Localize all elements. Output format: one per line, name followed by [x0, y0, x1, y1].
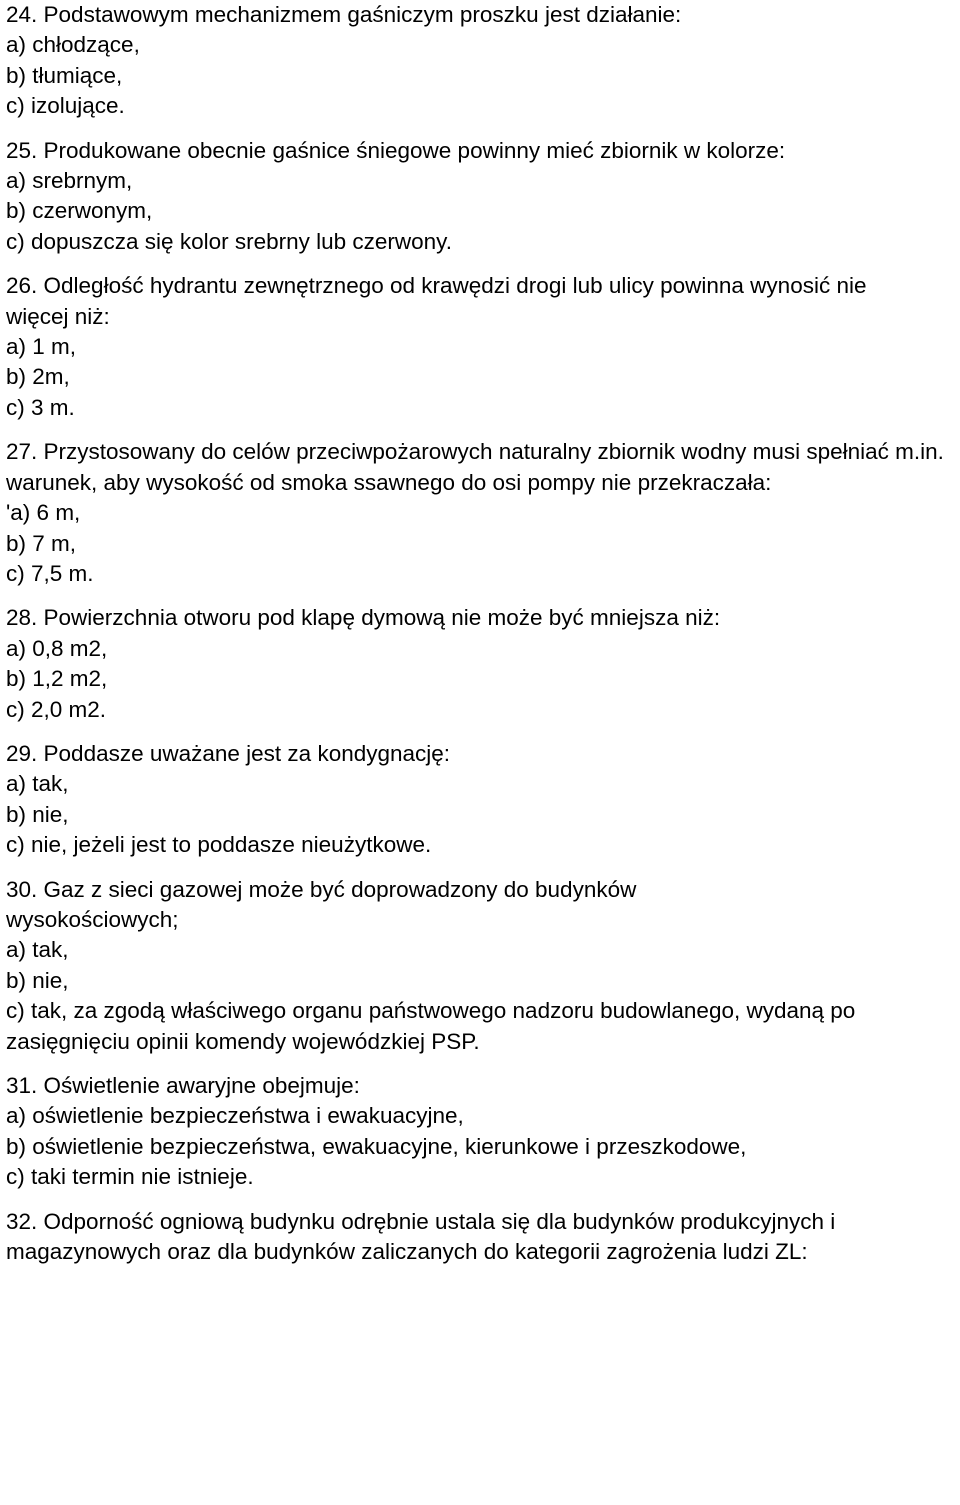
answer-option-b: b) nie, — [6, 967, 69, 993]
question-text: 28. Powierzchnia otworu pod klapę dymową nie może być mniejsza niż: — [6, 605, 721, 631]
question-text: 27. Przystosowany do celów przeciwpożarowych naturalny zbiornik wodny musi spełniać m.in. warunek, aby wysokość od smoka ssawnego do osi pompy nie przekraczała: — [6, 439, 944, 495]
answer-option-a: a) tak, — [6, 771, 69, 797]
answer-option-b: b) 7 m, — [6, 530, 77, 556]
answer-option-a: a) tak, — [6, 937, 69, 963]
question-30 — [6, 875, 956, 1057]
question-29 — [6, 739, 956, 861]
answer-option-b: b) oświetlenie bezpieczeństwa, ewakuacyjne, kierunkowe i przeszkodowe, — [6, 1133, 747, 1159]
question-text: 24. Podstawowym mechanizmem gaśniczym proszku jest działanie: — [6, 2, 682, 27]
question-text: 25. Produkowane obecnie gaśnice śniegowe powinny mieć zbiornik w kolorze: — [6, 137, 786, 163]
question-text: 26. Odległość hydrantu zewnętrznego od krawędzi drogi lub ulicy powinna wynosić nie więcej niż: — [6, 273, 867, 329]
answer-option-c: c) 2,0 m2. — [6, 696, 107, 722]
question-text: 32. Odporność ogniową budynku odrębnie ustala się dla budynków produkcyjnych i magazynowych oraz dla budynków zaliczanych do kategorii zagrożenia ludzi ZL: — [6, 1208, 836, 1265]
answer-option-c: c) nie, jeżeli jest to poddasze nieużytkowe. — [6, 832, 432, 858]
question-24 — [6, 0, 956, 122]
question-text: 30. Gaz z sieci gazowej może być doprowadzony do budynków wysokościowych; — [6, 876, 637, 932]
answer-option-c: c) izolujące. — [6, 93, 125, 119]
question-26 — [6, 271, 956, 423]
answer-option-a: a) oświetlenie bezpieczeństwa i ewakuacyjne, — [6, 1103, 464, 1129]
question-text: 29. Poddasze uważane jest za kondygnację: — [6, 740, 451, 766]
question-25 — [6, 136, 956, 258]
answer-option-b: b) 1,2 m2, — [6, 666, 108, 692]
answer-option-b: b) 2m, — [6, 364, 70, 390]
answer-option-a: a) srebrnym, — [6, 168, 133, 194]
document-page — [6, 0, 956, 1281]
answer-option-c: c) tak, za zgodą właściwego organu państwowego nadzoru budowlanego, wydaną po zasięgnięciu opinii komendy wojewódzkiej PSP. — [6, 998, 856, 1054]
question-28 — [6, 603, 956, 725]
answer-option-a: 'a) 6 m, — [6, 500, 81, 526]
answer-option-a: a) chłodzące, — [6, 32, 140, 58]
answer-option-b: b) nie, — [6, 801, 69, 827]
answer-option-a: a) 0,8 m2, — [6, 635, 108, 661]
answer-option-a: a) 1 m, — [6, 334, 77, 360]
question-27 — [6, 437, 956, 589]
answer-option-c: c) 3 m. — [6, 394, 75, 420]
question-31 — [6, 1071, 956, 1193]
answer-option-c: c) 7,5 m. — [6, 560, 94, 586]
answer-option-c: c) taki termin nie istnieje. — [6, 1164, 254, 1190]
question-32 — [6, 1207, 956, 1268]
answer-option-b: b) czerwonym, — [6, 198, 153, 224]
answer-option-b: b) tłumiące, — [6, 62, 123, 88]
question-text: 31. Oświetlenie awaryjne obejmuje: — [6, 1073, 360, 1098]
answer-option-c: c) dopuszcza się kolor srebrny lub czerwony. — [6, 228, 453, 254]
